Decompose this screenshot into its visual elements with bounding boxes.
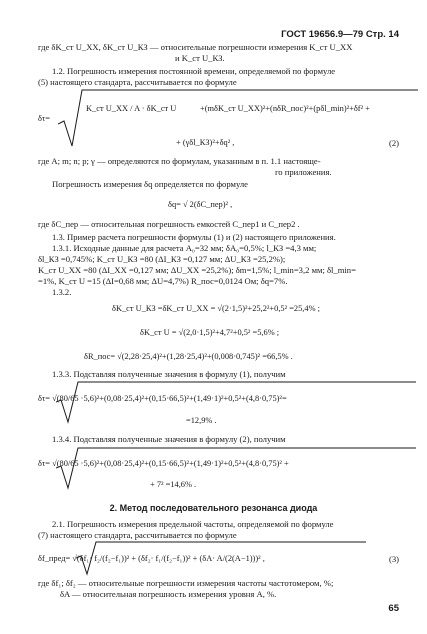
text-line: где A; m; n; p; γ — определяются по формулам, указанным в п. 1.1 настояще-	[38, 156, 321, 166]
text-line: 1.3.3. Подставляя полученные значения в формулу (1), получим	[52, 369, 286, 379]
radical-icon	[58, 88, 418, 150]
section-title: 2. Метод последовательного резонанса диода	[109, 503, 318, 513]
text-line: =1%, K_ст U =15 (ΔI=0,68 мм; ΔU=4,7%) R_пос=0,0124 Ом; δq=7%.	[38, 276, 288, 286]
text-line: го приложения.	[275, 167, 332, 177]
text-line: 1.3.4. Подставляя полученные значения в формулу (2), получим	[52, 434, 286, 444]
text-line: 1.3.1. Исходные данные для расчета A₀=32 мм; δA₀=0,5%; l_КЗ =4,3 мм;	[52, 243, 317, 253]
text-line: где δf₁; δf₂ — относительные погрешности измерения частоты частотомером, %;	[38, 578, 334, 588]
eq2-number: (2)	[388, 138, 399, 148]
eq3-body: δf_пред= √(δf₁· f₂/(f₂−f₁))² + (δf₂· f₁/(f₂−f₁))² + (δA· A/(2(A−1)))² ,	[38, 554, 265, 563]
eq133-line2: =12,9% .	[186, 416, 217, 425]
text-line: 1.3.2.	[52, 287, 72, 297]
text-line: и K_ст U_КЗ.	[175, 53, 225, 63]
equation-132a: δK_ст U_КЗ =δK_ст U_XX = √(2·1,5)²+25,2²+0,5² =25,4% ;	[112, 304, 320, 313]
text-line: (5) настоящего стандарта, рассчитывается по формуле	[38, 77, 237, 87]
equation-132c: δR_пос= √(2,28·25,4)²+(1,28·25,4)²+(0,008·0,745)² =66,5% .	[84, 352, 293, 361]
text-line: Погрешность измерения δq определяется по формуле	[52, 179, 248, 189]
page-header: ГОСТ 19656.9—79 Стр. 14	[281, 29, 399, 40]
eq3-number: (3)	[388, 554, 399, 564]
text-line: 1.3. Пример расчета погрешности формулы (1) и (2) настоящего приложения.	[52, 232, 336, 242]
equation-132b: δK_ст U = √(2,0·1,5)²+4,7²+0,5² =5,6% ;	[140, 328, 280, 337]
equation-q: δq= √ 2(δC_пер)² ,	[168, 200, 233, 209]
text-line: K_ст U_XX =80 (ΔI_XX =0,127 мм; ΔU_XX =25,2%); δm=1,5%; l_min=3,2 мм; δl_min=	[38, 265, 356, 275]
eq2-term-c: + (γδl_КЗ)²+δq² ,	[176, 138, 235, 147]
text-line: δl_КЗ =0,745%; K_ст U_КЗ =80 (ΔI_КЗ =0,127 мм; ΔU_КЗ =25,2%);	[38, 254, 286, 264]
eq2-term-a: K_ст U_XX / A · δK_ст U	[86, 104, 177, 113]
text-line: δA — относительная погрешность измерения уровня A, %.	[60, 589, 277, 599]
text-line: где δK_ст U_XX, δK_ст U_КЗ — относительные погрешности измерения K_ст U_XX	[38, 42, 353, 52]
eq133-line1: δτ= √(80/65 ·5,6)²+(0,08·25,4)²+(0,15·66,5)²+(1,49·1)²+0,5²+(4,8·0,75)²=	[38, 394, 287, 403]
text-line: (7) настоящего стандарта, рассчитывается по формуле	[38, 530, 237, 540]
eq2-lhs: δτ=	[38, 114, 51, 123]
page-number: 65	[388, 603, 399, 614]
eq2-term-b: +(mδK_ст U_XX)²+(nδR_пос)²+(pδl_min)²+δf² +	[200, 104, 370, 113]
eq134-line2: + 7² =14,6% .	[150, 480, 197, 489]
text-line: 2.1. Погрешность измерения предельной частоты, определяемой по формуле	[52, 519, 334, 529]
text-line: где δC_пер — относительная погрешность емкостей C_пер1 и C_пер2 .	[38, 219, 300, 229]
text-line: 1.2. Погрешность измерения постоянной времени, определяемой по формуле	[52, 66, 336, 76]
eq134-line1: δτ= √(80/65 ·5,6)²+(0,08·25,4)²+(0,15·66,5)²+(1,49·1)²+0,5²+(4,8·0,75)² +	[38, 459, 289, 468]
